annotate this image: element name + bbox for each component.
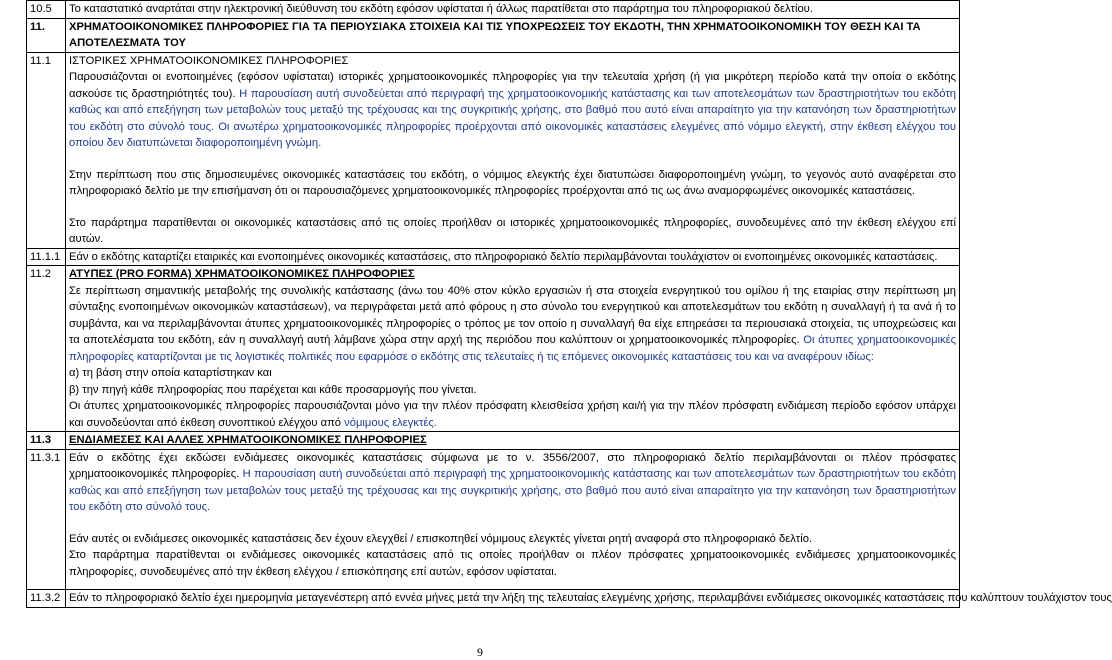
paragraph-text: Οι άτυπες χρηματοοικονομικές πληροφορίες παρουσιάζονται μόνο για την πλέον πρόσφατη κλεισθείσα χρήση και/ή για την πλέον πρόσφατη ενδιάμεση περίοδο εφόσον υπάρχει και συνοδεύονται από έκθεση συνοπτικού ελέγχου από (69, 400, 956, 429)
section-number: 11.1.1 (27, 248, 66, 266)
paragraph-text: Παρουσιάζονται οι ενοποιημένες (εφόσον υφίσταται) ιστορικές χρηματοοικονομικές πληροφορίες για την τελευταία χρήση (ή για μικρότερη περίοδο κατά την οποία ο εκδότης ασκούσε τις δραστηριότητές του). (69, 71, 956, 100)
paragraph: Εάν αυτές οι ενδιάμεσες οικονομικές καταστάσεις δεν έχουν ελεγχθεί / επισκοπηθεί νόμιμους ελεγκτές γίνεται ρητή αναφορά στο πληροφοριακό δελτίο. (69, 532, 813, 545)
paragraph: Στο παράρτημα παρατίθενται οι οικονομικές καταστάσεις από τις οποίες προήλθαν οι ιστορικές χρηματοοικονομικές πληροφορίες, συνοδευμένες από την έκθεση ελέγχου επί αυτών. (69, 216, 956, 245)
list-item: β) την πηγή κάθε πληροφορίας που παρέχεται και κάθε προσαρμογής που γίνεται. (69, 383, 477, 396)
paragraph-text: Σε περίπτωση σημαντικής μεταβολής της συνολικής κατάστασης (άνω του 40% στον κύκλο εργασιών ή στα στοιχεία ενεργητικού του ομίλου ή της εταιρίας στην περίπτωση μη σύνταξης ενοποιημένων οικονομικών καταστάσεων), να περιγράφεται μετά από φόρους η στο σύνολο του ενεργητικού και αποτελεσμάτων του εκδότη η συναλλαγή ή τα ανά ή το συμβάντα, και να περιλαμβάνονται άτυπες χρηματοοικονομικές πληροφορίες ο τρόπος με τον οποίο η συναλλαγή θα είχε επηρεάσει τα περιουσιακά στοιχεία, τις υποχρεώσεις και τα αποτελέσματα του εκδότη, εάν η συναλλαγή αυτή λάμβανε χώρα στην αρχή της περιόδου που καλύπτουν οι χρηματοοικονομικές πληροφορίες. (69, 284, 956, 346)
paragraph (69, 283, 956, 366)
table-row (27, 432, 960, 450)
section-heading: ΑΤΥΠΕΣ (PRO FORMA) ΧΡΗΜΑΤΟΟΙΚΟΝΟΜΙΚΕΣ ΠΛΗΡΟΦΟΡΙΕΣ (69, 268, 415, 280)
table-row (27, 248, 960, 266)
section-text: Εάν το πληροφοριακό δελτίο έχει ημερομηνία μεταγενέστερη από εννέα μήνες μετά την λήξη της τελευταίας ελεγμένης χρήσης, περιλαμβάνει ενδιάμεσες οικονομικές καταστάσεις που καλύπτουν τουλάχιστον τους (66, 590, 960, 608)
page-number: 9 (477, 645, 483, 659)
paragraph: Στην περίπτωση που στις δημοσιευμένες οικονομικές καταστάσεις του εκδότη, ο νόμιμος ελεγκτής έχει διατυπώσει διαφοροποιημένη γνώμη, το γεγονός αυτό αναφέρεται στο πληροφοριακό δελτίο με την επισήμανση ότι οι παρουσιαζόμενες χρηματοοικονομικές πληροφορίες προέρχονται από τις ως άνω αναμορφωμένες οικονομικές καταστάσεις. (69, 168, 956, 197)
table-row (27, 52, 960, 248)
paragraph-text-blue: Η παρουσίαση αυτή συνοδεύεται από περιγραφή της χρηματοοικονομικής κατάστασης και των αποτελεσμάτων των δραστηριοτήτων του εκδότη καθώς και από επεξήγηση των μεταβολών τους μεταξύ της τρέχουσας και της συγκριτικής χρήσης, στο βαθμό που αυτό είναι απαραίτητο για την κατανόηση των δραστηριοτήτων του εκδότη στο σύνολό τους. (69, 468, 956, 513)
section-number: 11.1 (27, 52, 66, 248)
paragraph (69, 450, 956, 516)
table-row (27, 449, 960, 590)
table-row (27, 266, 960, 432)
paragraph-text-blue: Οι άτυπες χρηματοοικονομικές πληροφορίες καταρτίζονται με τις λογιστικές πολιτικές που εφαρμόσε ο εκδότης στις τελευταίες ή τις επόμενες οικονομικές καταστάσεις του και να αναφέρουν ιδίως: (69, 334, 957, 363)
paragraph: Στο παράρτημα παρατίθενται οι ενδιάμεσες οικονομικές καταστάσεις από τις οποίες προήλθαν οι πλέον πρόσφατες χρηματοοικονομικές ενδιάμεσες χρηματοοικονομικές πληροφορίες, συνοδευμένες από την έκθεση ελέγχου / επισκόπησης επί αυτών, εφόσον υφίσταται. (69, 549, 956, 578)
section-text: Το καταστατικό αναρτάται στην ηλεκτρονική διεύθυνση του εκδότη εφόσον υφίσταται ή άλλως παρατίθεται στο παράρτημα του πληροφοριακού δελτίου. (66, 1, 960, 19)
list-item: α) τη βάση στην οποία καταρτίστηκαν και (69, 367, 272, 379)
section-body (66, 449, 960, 590)
paragraph (69, 398, 956, 431)
table-row (27, 18, 960, 52)
paragraph-text-blue: Οι ανωτέρω χρηματοοικονομικές πληροφορίες προέρχονται από οικονομικές καταστάσεις ελεγμένες από νόμιμο ελεγκτή, στην έκθεση ελέγχου του οποίου δεν διατυπώνεται διαφοροποιημένη γνώμη. (69, 120, 957, 149)
section-number: 11.3.1 (27, 449, 66, 590)
section-text: Εάν ο εκδότης καταρτίζει εταιρικές και ενοποιημένες οικονομικές καταστάσεις, στο πληροφοριακό δελτίο περιλαμβάνονται τουλάχιστον οι ενοποιημένες οικονομικές καταστάσεις. (66, 248, 960, 266)
section-number: 11.3 (27, 432, 66, 450)
table-row (27, 590, 960, 608)
paragraph (69, 69, 956, 152)
table-row (27, 1, 960, 19)
section-number: 11.3.2 (27, 590, 66, 608)
paragraph-text-blue: νόμιμους ελεγκτές. (341, 416, 437, 429)
section-heading: ΙΣΤΟΡΙΚΕΣ ΧΡΗΜΑΤΟΟΙΚΟΝΟΜΙΚΕΣ ΠΛΗΡΟΦΟΡΙΕΣ (69, 54, 349, 67)
section-body (66, 52, 960, 248)
section-number: 10.5 (27, 1, 66, 19)
paragraph-text: Εάν ο εκδότης έχει εκδώσει ενδιάμεσες οικονομικές καταστάσεις σύμφωνα με το ν. 3556/2007, στο πληροφοριακό δελτίο περιλαμβάνονται οι πλέον πρόσφατες χρηματοοικονομικές πληροφορίες. (69, 451, 956, 480)
section-number: 11. (27, 18, 66, 52)
section-number: 11.2 (27, 266, 66, 432)
section-heading: ΕΝΔΙΑΜΕΣΕΣ ΚΑΙ ΑΛΛΕΣ ΧΡΗΜΑΤΟΟΙΚΟΝΟΜΙΚΕΣ ΠΛΗΡΟΦΟΡΙΕΣ (66, 432, 960, 450)
document-table (26, 0, 1112, 608)
section-heading: ΧΡΗΜΑΤΟΟΙΚΟΝΟΜΙΚΕΣ ΠΛΗΡΟΦΟΡΙΕΣ ΓΙΑ ΤΑ ΠΕΡΙΟΥΣΙΑΚΑ ΣΤΟΙΧΕΙΑ ΚΑΙ ΤΙΣ ΥΠΟΧΡΕΩΣΕΙΣ ΤΟΥ ΕΚΔΟΤΗ, ΤΗΝ ΧΡΗΜΑΤΟΟΙΚΟΝΟΜΙΚΗ ΤΟΥ ΘΕΣΗ ΚΑΙ ΤΑ ΑΠΟΤΕΛΕΣΜΑΤΑ ΤΟΥ (66, 18, 960, 52)
paragraph-text-blue: Η παρουσίαση αυτή συνοδεύεται από περιγραφή της χρηματοοικονομικής κατάστασης και των αποτελεσμάτων των δραστηριοτήτων του εκδότη καθώς και από επεξήγηση των μεταβολών τους μεταξύ της τρέχουσας και της συγκριτικής χρήσης, στο βαθμό που αυτό είναι απαραίτητο για την κατανόηση των δραστηριοτήτων του εκδότη στο σύνολό τους. (69, 87, 956, 133)
section-body (66, 266, 960, 432)
